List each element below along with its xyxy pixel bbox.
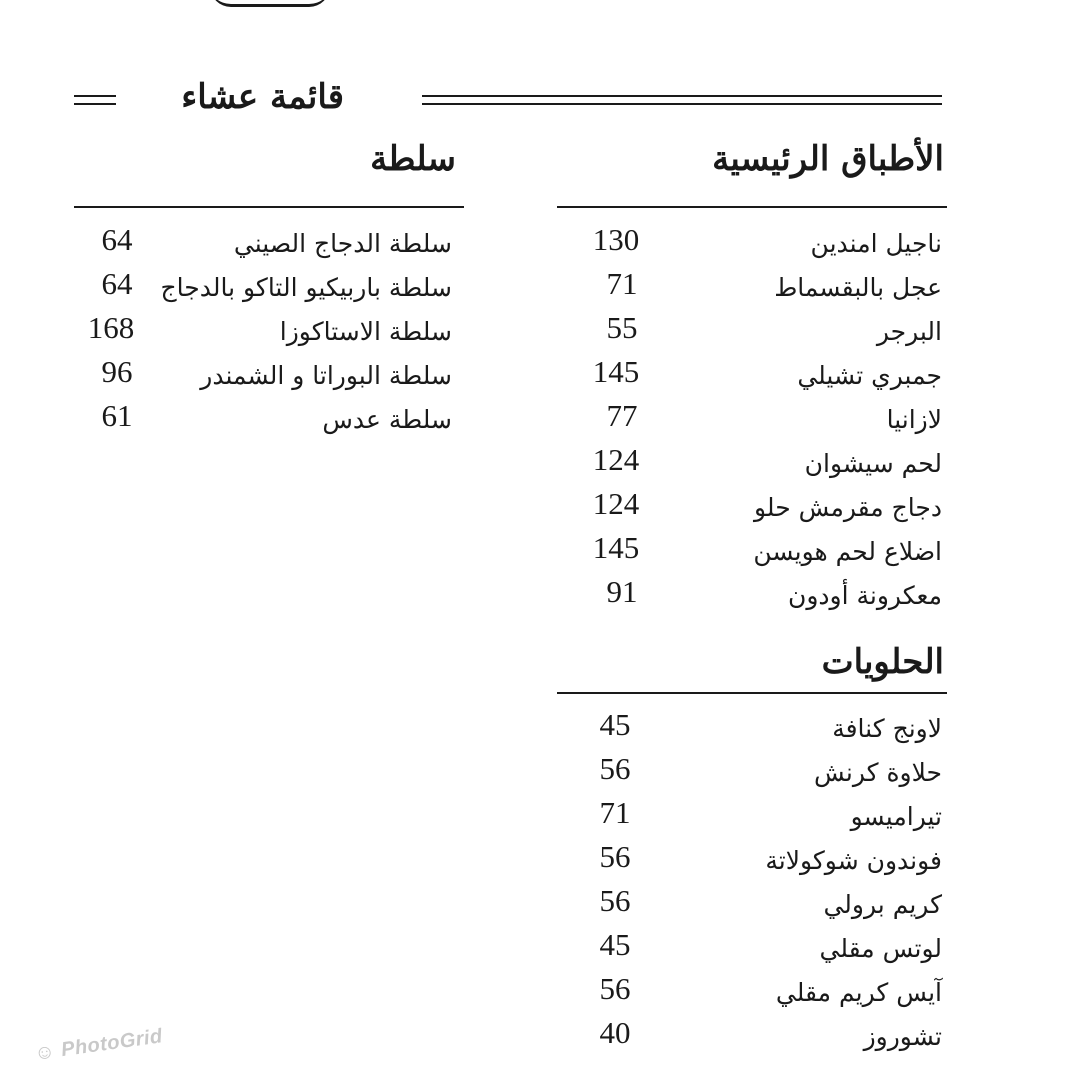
item-price: 55	[606, 310, 638, 345]
item-name: سلطة الدجاج الصيني	[233, 229, 452, 258]
item-price: 71	[599, 795, 631, 830]
item-price: 56	[599, 971, 631, 1006]
main-dishes-heading: الأطباق الرئيسية	[712, 139, 944, 179]
photogrid-watermark	[33, 1025, 164, 1066]
item-name: ناجيل امندين	[810, 229, 942, 258]
item-price: 77	[606, 398, 638, 433]
item-name: تيراميسو	[850, 802, 942, 831]
item-name: آيس كريم مقلي	[775, 978, 942, 1007]
top-decoration	[210, 0, 330, 7]
item-price: 56	[599, 751, 631, 786]
item-price: 124	[592, 486, 640, 521]
item-name: كريم برولي	[823, 890, 942, 919]
item-price: 96	[101, 354, 133, 389]
title-rule-left-top	[74, 95, 116, 97]
item-name: عجل بالبقسماط	[774, 273, 942, 302]
item-price: 45	[599, 707, 631, 742]
item-price: 168	[87, 310, 135, 345]
item-name: سلطة باربيكيو التاكو بالدجاج	[160, 273, 452, 302]
item-price: 61	[101, 398, 133, 433]
watermark-logo-icon: ☺	[33, 1039, 63, 1065]
item-name: سلطة البوراتا و الشمندر	[200, 361, 452, 390]
salads-rule	[74, 206, 464, 208]
item-price: 130	[592, 222, 640, 257]
item-price: 91	[606, 574, 638, 609]
item-price: 45	[599, 927, 631, 962]
menu-title: قائمة عشاء	[181, 77, 344, 117]
watermark-text: PhotoGrid	[59, 1025, 165, 1062]
item-name: جمبري تشيلي	[797, 361, 942, 390]
title-rule-left-bottom	[74, 103, 116, 105]
item-name: لوتس مقلي	[819, 934, 942, 963]
item-name: اضلاع لحم هويسن	[753, 537, 942, 566]
item-price: 71	[606, 266, 638, 301]
main-dishes-rule	[557, 206, 947, 208]
item-price: 145	[592, 354, 640, 389]
item-price: 40	[599, 1015, 631, 1050]
item-name: دجاج مقرمش حلو	[754, 493, 942, 522]
title-rule-right-bottom	[422, 103, 942, 105]
item-name: حلاوة كرنش	[813, 758, 942, 787]
item-name: البرجر	[876, 317, 942, 346]
item-name: فوندون شوكولاتة	[765, 846, 942, 875]
item-price: 64	[101, 222, 133, 257]
item-name: سلطة عدس	[322, 405, 452, 434]
item-name: معكرونة أودون	[787, 581, 942, 610]
item-name: لحم سيشوان	[804, 449, 942, 478]
desserts-rule	[557, 692, 947, 694]
item-price: 64	[101, 266, 133, 301]
item-name: سلطة الاستاكوزا	[279, 317, 452, 346]
salads-heading: سلطة	[370, 139, 456, 179]
title-rule-right-top	[422, 95, 942, 97]
item-price: 56	[599, 839, 631, 874]
desserts-heading: الحلويات	[821, 642, 944, 682]
item-name: لاونج كنافة	[832, 714, 942, 743]
item-name: لازانيا	[886, 405, 942, 434]
item-price: 145	[592, 530, 640, 565]
item-price: 56	[599, 883, 631, 918]
item-name: تشوروز	[863, 1022, 942, 1051]
item-price: 124	[592, 442, 640, 477]
